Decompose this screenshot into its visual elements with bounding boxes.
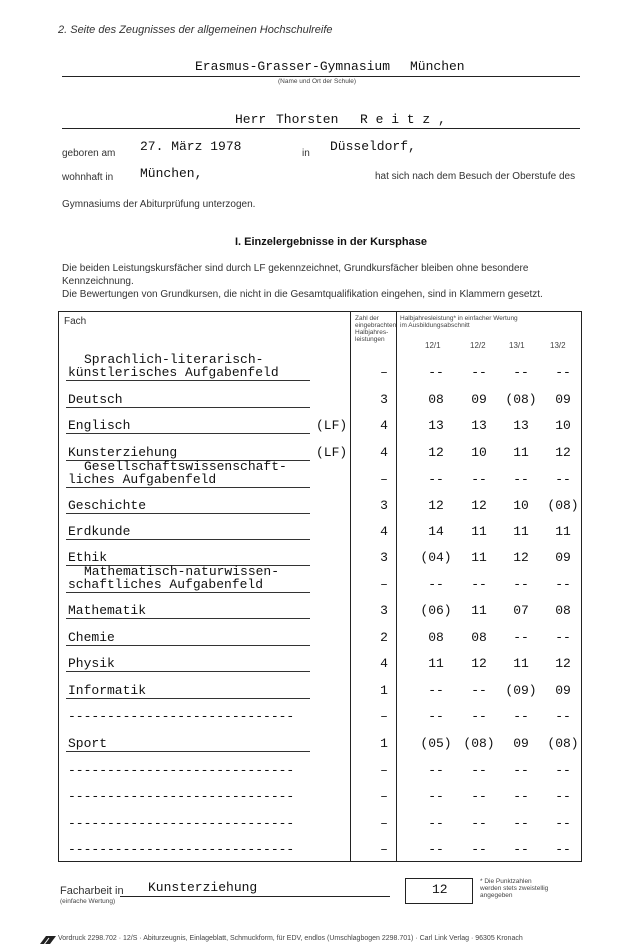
row-subject: Informatik [68,683,147,698]
school-city: München [410,59,465,74]
row-grade: -- [555,709,571,724]
row-subject: Sprachlich-literarisch- [84,352,264,367]
row-grade: -- [555,816,571,831]
row-grade: 08 [471,630,487,645]
row-lf-mark: (LF) [316,445,348,460]
row-grade: 12 [471,656,487,671]
row-grade: 12 [555,656,571,671]
row-subject: Physik [68,656,115,671]
row-grade: -- [513,763,529,778]
row-grade: 10 [555,418,571,433]
row-underline [66,698,310,699]
row-grade: 09 [471,392,487,407]
last-name: R e i t z , [360,112,446,127]
facharbeit-sublabel: (einfache Wertung) [60,898,116,905]
row-underline [66,407,310,408]
row-underline [66,433,310,434]
row-grade: -- [555,472,571,487]
intro-line-2: Kennzeichnung. [62,276,134,287]
facharbeit-score: 12 [432,882,448,897]
row-underline [66,751,310,752]
row-grade: 12 [513,550,529,565]
row-grade: 12 [555,445,571,460]
row-grade: 09 [555,392,571,407]
row-grade: -- [428,816,444,831]
birth-place: Düsseldorf, [330,139,416,154]
row-grade: (09) [505,683,537,698]
row-subject: Chemie [68,630,115,645]
row-grade: (08) [505,392,537,407]
semester-13-1: 13/1 [509,341,525,350]
first-name: Thorsten [276,112,339,127]
row-grade: 11 [513,445,529,460]
row-grade: -- [471,709,487,724]
row-underline [66,592,310,593]
row-grade: -- [471,577,487,592]
row-grade: 14 [428,524,444,539]
row-grade: (08) [463,736,495,751]
row-grade: -- [428,763,444,778]
school-caption: (Name und Ort der Schule) [278,78,357,85]
row-grade: -- [428,683,444,698]
residence-text-line2: Gymnasiums der Abiturprüfung unterzogen. [62,199,256,210]
row-grade: -- [471,365,487,380]
row-grade: 11 [513,656,529,671]
row-underline [66,618,310,619]
semester-12-2: 12/2 [470,341,486,350]
row-grade: -- [471,683,487,698]
row-subject: Kunsterziehung [68,445,178,460]
row-grade: 10 [513,498,529,513]
row-grade: -- [428,709,444,724]
row-grade: -- [471,763,487,778]
semester-12-1: 12/1 [425,341,441,350]
row-count: – [380,577,388,592]
table-divider-1 [350,311,351,861]
row-grade: -- [428,365,444,380]
intro-line-1: Die beiden Leistungskursfächer sind durch LF gekennzeichnet, Grundkursfächer bleiben ohne besondere [62,263,529,274]
row-grade: -- [513,630,529,645]
row-grade: 11 [471,550,487,565]
row-subject-line2: künstlerisches Aufgabenfeld [68,365,279,380]
row-count: 3 [380,603,388,618]
intro-line-3: Die Bewertungen von Grundkursen, die nicht in die Gesamtqualifikation eingehen, sind in Klammern gesetzt. [62,289,543,300]
row-subject: Sport [68,736,108,751]
row-grade: 13 [471,418,487,433]
school-underline [62,76,580,77]
publisher-logo-icon [40,933,56,943]
row-grade: -- [555,763,571,778]
row-grade: 13 [428,418,444,433]
row-count: 4 [380,445,388,460]
row-subject: Ethik [68,550,108,565]
row-grade: -- [555,842,571,857]
row-grade: 11 [428,656,444,671]
row-grade: 12 [471,498,487,513]
row-subject: ----------------------------- [68,816,295,831]
row-count: – [380,365,388,380]
row-grade: -- [555,630,571,645]
row-count: 3 [380,498,388,513]
row-grade: (06) [420,603,452,618]
row-subject: ----------------------------- [68,842,295,857]
facharbeit-underline [120,896,390,897]
row-count: – [380,842,388,857]
row-grade: -- [471,789,487,804]
name-underline [62,128,580,129]
row-count: – [380,709,388,724]
semester-13-2: 13/2 [550,341,566,350]
residence-label: wohnhaft in [62,172,114,183]
row-underline [66,539,310,540]
row-subject: Deutsch [68,392,123,407]
row-grade: -- [555,789,571,804]
row-count: 3 [380,392,388,407]
row-grade: 11 [471,603,487,618]
born-label: geboren am [62,148,116,159]
row-grade: 11 [555,524,571,539]
residence-text: hat sich nach dem Besuch der Oberstufe des [375,171,576,182]
row-subject: ----------------------------- [68,789,295,804]
row-grade: -- [513,816,529,831]
row-grade: -- [513,577,529,592]
row-grade: -- [428,472,444,487]
row-grade: 12 [428,498,444,513]
row-grade: 09 [555,683,571,698]
row-subject-line2: liches Aufgabenfeld [68,472,217,487]
col-subject-header: Fach [64,316,87,327]
row-grade: -- [513,365,529,380]
row-subject: ----------------------------- [68,763,295,778]
row-subject: Gesellschaftswissenschaft- [84,459,287,474]
row-grade: 08 [428,630,444,645]
row-underline [66,513,310,514]
row-grade: -- [428,789,444,804]
row-underline [66,487,310,488]
facharbeit-subject: Kunsterziehung [148,880,258,895]
row-count: – [380,816,388,831]
row-count: 2 [380,630,388,645]
row-grade: -- [428,577,444,592]
row-underline [66,645,310,646]
row-grade: 08 [555,603,571,618]
birth-date: 27. März 1978 [140,139,242,154]
row-grade: 11 [471,524,487,539]
row-count: – [380,472,388,487]
row-grade: (04) [420,550,452,565]
row-grade: 07 [513,603,529,618]
row-grade: -- [513,842,529,857]
row-grade: (05) [420,736,452,751]
row-grade: -- [555,577,571,592]
row-count: 4 [380,524,388,539]
row-grade: -- [555,365,571,380]
row-grade: 12 [428,445,444,460]
school-name: Erasmus-Grasser-Gymnasium [195,59,391,74]
row-count: – [380,763,388,778]
row-count: 4 [380,418,388,433]
section-title: I. Einzelergebnisse in der Kursphase [235,236,427,248]
facharbeit-label: Facharbeit in [60,885,124,897]
row-subject: Mathematisch-naturwissen- [84,564,280,579]
born-in-label: in [302,148,310,159]
row-lf-mark: (LF) [316,418,348,433]
row-grade: 09 [513,736,529,751]
row-count: – [380,789,388,804]
row-subject-line2: schaftliches Aufgabenfeld [68,577,264,592]
row-subject: Erdkunde [68,524,131,539]
row-grade: 13 [513,418,529,433]
row-grade: -- [471,472,487,487]
row-grade: (08) [547,498,579,513]
row-subject: Geschichte [68,498,147,513]
row-grade: -- [513,709,529,724]
row-grade: -- [513,789,529,804]
row-grade: -- [513,472,529,487]
row-count: 1 [380,683,388,698]
row-grade: 10 [471,445,487,460]
col-count-header: Zahl der eingebrachten Halbjahres- leistungen [355,315,397,343]
row-grade: -- [428,842,444,857]
row-grade: 11 [513,524,529,539]
row-grade: 08 [428,392,444,407]
salutation: Herr [235,112,267,127]
row-subject: Englisch [68,418,131,433]
row-grade: -- [471,816,487,831]
row-count: 4 [380,656,388,671]
row-subject: ----------------------------- [68,709,295,724]
row-grade: 09 [555,550,571,565]
row-grade: -- [471,842,487,857]
row-underline [66,671,310,672]
residence-place: München, [140,166,203,181]
row-count: 1 [380,736,388,751]
facharbeit-note: * Die Punktzahlen werden stets zweistellig angegeben [480,878,549,899]
page-header: 2. Seite des Zeugnisses der allgemeinen Hochschulreife [58,24,333,36]
row-subject: Mathematik [68,603,147,618]
row-underline [66,380,310,381]
col-perf-header: Halbjahresleistung* in einfacher Wertung im Ausbildungsabschnitt [400,315,518,329]
row-count: 3 [380,550,388,565]
row-grade: (08) [547,736,579,751]
footer-text: Vordruck 2298.702 · 12/S · Abiturzeugnis, Einlageblatt, Schmuckform, für EDV, endlos (Umschlagbogen 2298.701) · Carl Link Verlag · 96305 Kronach [58,935,523,942]
